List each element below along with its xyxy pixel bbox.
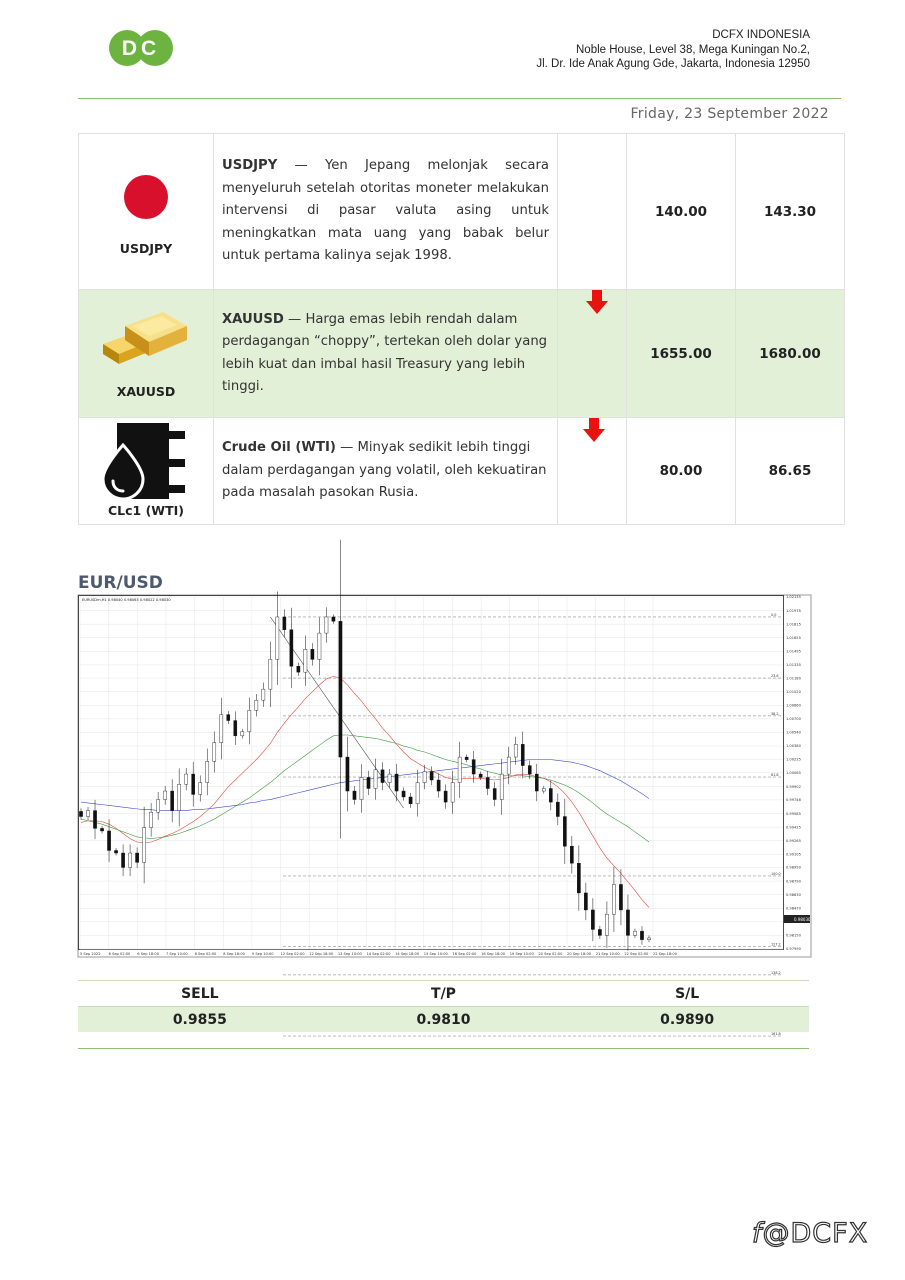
x-tick-label: 5 Sep 2022 <box>80 952 101 956</box>
x-tick-label: 16 Sep 18:00 <box>481 952 506 956</box>
candle-body <box>486 777 489 788</box>
y-tick-label: 0.98630 <box>786 892 801 897</box>
y-tick-label: 1.01020 <box>786 689 801 694</box>
candle-body <box>360 777 363 799</box>
candle-body <box>269 659 272 689</box>
candle-body <box>416 783 419 804</box>
fib-level-label: 100.0 <box>771 871 781 876</box>
candle-body <box>437 780 440 791</box>
candle-body <box>255 700 258 710</box>
x-tick-label: 8 Sep 18:00 <box>223 952 245 956</box>
company-address-line1: Noble House, Level 38, Mega Kuningan No.2, <box>576 43 810 56</box>
candle-body <box>542 788 545 791</box>
x-tick-label: 6 Sep 02:00 <box>108 952 131 956</box>
y-tick-label: 0.98790 <box>786 879 801 884</box>
instrument-description-text: Minyak sedikit lebih tinggi dalam perdagangan yang volatil, oleh kekuatiran pada masalah pasokan Rusia. <box>222 440 547 501</box>
instrument-ticker: CLc1 (WTI) <box>108 503 184 518</box>
candle-body <box>395 774 398 791</box>
social-handle: @DCFX <box>762 1218 869 1249</box>
candle-body <box>164 791 167 799</box>
candle-body <box>150 812 153 827</box>
level1-value: 1655.00 <box>627 290 736 418</box>
y-tick-label: 1.00225 <box>786 757 801 762</box>
x-tick-label: 22 Sep 18:00 <box>653 952 677 956</box>
y-tick-label: 1.00380 <box>786 744 801 749</box>
y-tick-label: 0.98150 <box>786 933 801 938</box>
candle-body <box>199 783 202 795</box>
candle-body <box>556 802 559 816</box>
instrument-row-usdjpy <box>79 134 845 290</box>
candle-body <box>311 649 314 659</box>
candle-body <box>507 757 510 774</box>
candle-body <box>143 828 146 863</box>
instrument-table <box>78 133 845 525</box>
candle-body <box>549 788 552 802</box>
sell-header: SELL <box>78 981 322 1007</box>
gold-bars-icon <box>97 304 197 369</box>
y-tick-label: 0.98950 <box>786 865 801 870</box>
instrument-name: Crude Oil (WTI) <box>222 440 336 456</box>
chart-section-title: EUR/USD <box>78 573 163 593</box>
candle-body <box>79 811 82 816</box>
fib-level-label: 61.8 <box>771 773 779 778</box>
candle-body <box>444 791 447 802</box>
candle-body <box>135 853 138 862</box>
y-tick-label: 1.01335 <box>786 663 801 668</box>
candle-body <box>388 774 391 782</box>
candle-body <box>619 884 622 909</box>
x-tick-label: 13 Sep 10:00 <box>337 952 362 956</box>
candle-body <box>577 863 580 893</box>
candle-body <box>290 630 293 667</box>
x-tick-label: 14 Sep 18:00 <box>395 952 420 956</box>
candle-body <box>472 760 475 774</box>
level1-value: 80.00 <box>627 418 736 525</box>
facebook-icon: f <box>752 1218 763 1249</box>
candle-body <box>458 757 461 782</box>
instrument-name: XAUUSD <box>222 311 284 327</box>
signal-values-row <box>78 1007 809 1033</box>
candle-body <box>213 743 216 762</box>
x-tick-label: 20 Sep 02:00 <box>538 952 563 956</box>
level1-value: 140.00 <box>627 134 736 290</box>
x-tick-label: 15 Sep 10:00 <box>423 952 448 956</box>
candle-body <box>430 772 433 780</box>
candle-body <box>276 617 279 659</box>
candle-body <box>514 744 517 757</box>
report-date: Friday, 23 September 2022 <box>630 106 829 122</box>
candle-body <box>220 715 223 743</box>
x-tick-label: 6 Sep 18:00 <box>137 952 160 956</box>
candle-body <box>325 617 328 633</box>
candle-body <box>185 774 188 784</box>
y-tick-label: 1.01655 <box>786 635 801 640</box>
direction-cell <box>558 418 627 525</box>
candle-body <box>535 774 538 791</box>
x-tick-label: 14 Sep 02:00 <box>366 952 391 956</box>
candle-body <box>318 633 321 659</box>
x-tick-label: 20 Sep 18:00 <box>567 952 592 956</box>
sl-value: 0.9890 <box>565 1007 809 1033</box>
candle-body <box>206 761 209 782</box>
sl-header: S/L <box>565 981 809 1007</box>
level2-value: 1680.00 <box>736 290 845 418</box>
y-tick-label: 1.00540 <box>786 730 801 735</box>
candle-body <box>584 893 587 910</box>
level2-value: 86.65 <box>736 418 845 525</box>
company-info <box>536 28 810 72</box>
candle-body <box>640 931 643 939</box>
candle-body <box>521 744 524 765</box>
x-tick-label: 8 Sep 02:00 <box>194 952 217 956</box>
level2-value: 143.30 <box>736 134 845 290</box>
candle-body <box>93 811 96 829</box>
candle-body <box>563 817 566 847</box>
instrument-separator: — <box>288 311 302 327</box>
candle-body <box>100 828 103 831</box>
down-arrow-icon <box>586 290 608 314</box>
candle-body <box>500 774 503 799</box>
candle-body <box>297 666 300 672</box>
instrument-ticker: XAUUSD <box>116 384 176 399</box>
tp-value: 0.9810 <box>322 1007 566 1033</box>
candle-body <box>178 784 181 810</box>
dcfx-logo <box>108 29 174 67</box>
y-tick-label: 1.01975 <box>786 608 801 613</box>
candle-body <box>241 732 244 736</box>
instrument-description <box>214 134 558 290</box>
instrument-icon-cell <box>79 418 214 525</box>
instrument-icon-cell <box>79 290 214 418</box>
candle-body <box>353 791 356 799</box>
instrument-row-xauusd <box>79 290 845 418</box>
candle-body <box>283 617 286 630</box>
candle-body <box>157 800 160 813</box>
instrument-description <box>214 418 558 525</box>
candle-body <box>598 929 601 935</box>
candle-body <box>570 846 573 863</box>
y-tick-label: 0.99425 <box>786 825 801 830</box>
candle-body <box>262 689 265 700</box>
last-price-label: 0.98030 <box>794 917 811 922</box>
company-name: DCFX INDONESIA <box>712 29 810 41</box>
candle-body <box>128 853 131 867</box>
candle-body <box>626 910 629 935</box>
y-tick-label: 0.99902 <box>786 784 801 789</box>
fib-level-label: 127.2 <box>771 942 781 947</box>
candle-body <box>528 766 531 774</box>
instrument-separator: — <box>340 440 354 456</box>
candle-body <box>192 774 195 794</box>
instrument-description-text: Harga emas lebih rendah dalam perdagangan “choppy”, tertekan oleh dolar yang lebih kuat dan imbal hasil Treasury yang lebih tinggi. <box>222 311 548 394</box>
candle-body <box>346 757 349 791</box>
candle-body <box>409 797 412 804</box>
company-address-line2: Jl. Dr. Ide Anak Agung Gde, Jakarta, Indonesia 12950 <box>536 58 810 70</box>
direction-cell <box>558 134 627 290</box>
candle-body <box>647 938 650 940</box>
candle-body <box>465 757 468 760</box>
y-tick-label: 1.02135 <box>786 595 801 600</box>
fib-level-label: 38.2 <box>771 711 779 716</box>
signal-divider <box>78 1048 809 1049</box>
candle-body <box>605 914 608 935</box>
x-tick-label: 22 Sep 02:00 <box>624 952 649 956</box>
candle-body <box>339 621 342 757</box>
chart-symbol-label: EURUSDm,H1 0.98040 0.98063 0.98022 0.98030 <box>82 598 171 602</box>
logo-text: DC <box>121 37 161 60</box>
candle-body <box>107 831 110 851</box>
instrument-icon-cell <box>79 134 214 290</box>
japan-flag-icon <box>86 154 206 224</box>
y-tick-label: 1.01815 <box>786 622 801 627</box>
candle-body <box>121 853 124 867</box>
y-tick-label: 0.98470 <box>786 906 801 911</box>
x-tick-label: 7 Sep 10:00 <box>165 952 188 956</box>
candle-body <box>114 850 117 853</box>
instrument-name: USDJPY <box>222 158 278 174</box>
x-tick-label: 16 Sep 02:00 <box>452 952 477 956</box>
fib-level-label: 23.6 <box>771 674 779 679</box>
candle-body <box>332 617 335 621</box>
x-tick-label: 12 Sep 18:00 <box>309 952 334 956</box>
down-arrow-icon <box>583 418 605 442</box>
candle-body <box>493 788 496 799</box>
signal-table <box>78 980 809 1032</box>
candle-body <box>227 715 230 721</box>
y-tick-label: 1.01495 <box>786 649 801 654</box>
candle-body <box>171 791 174 811</box>
candle-body <box>633 931 636 935</box>
candle-body <box>381 770 384 783</box>
y-tick-label: 0.99585 <box>786 811 801 816</box>
fib-level-label: 0.0 <box>771 612 777 617</box>
x-tick-label: 12 Sep 02:00 <box>280 952 305 956</box>
y-tick-label: 0.99105 <box>786 852 801 857</box>
x-tick-label: 19 Sep 10:00 <box>509 952 534 956</box>
candle-body <box>423 772 426 783</box>
y-tick-label: 1.00065 <box>786 770 801 775</box>
fib-level-label: 161.8 <box>771 1032 781 1037</box>
instrument-row-oil <box>79 418 845 525</box>
instrument-ticker: USDJPY <box>119 241 173 256</box>
candle-body <box>234 721 237 736</box>
header-divider <box>78 98 841 99</box>
y-tick-label: 1.00860 <box>786 703 801 708</box>
candle-body <box>374 770 377 789</box>
social-footer <box>752 1218 868 1249</box>
y-tick-label: 0.97990 <box>786 947 801 952</box>
candle-body <box>451 783 454 803</box>
candle-body <box>304 649 307 672</box>
candle-body <box>248 710 251 731</box>
instrument-description-text: Yen Jepang melonjak secara menyeluruh setelah otoritas moneter melakukan intervensi di pasar valuta asing untuk meningkatkan mata uang yang babak belur untuk pertama kalinya sejak 1998. <box>222 158 549 264</box>
oil-barrel-icon <box>101 421 191 501</box>
instrument-description <box>214 290 558 418</box>
candle-body <box>479 774 482 777</box>
y-tick-label: 1.00700 <box>786 717 801 722</box>
direction-cell <box>558 290 627 418</box>
candle-body <box>612 884 615 914</box>
instrument-separator: — <box>294 158 308 174</box>
y-tick-label: 1.01180 <box>786 676 801 681</box>
candle-body <box>402 791 405 797</box>
y-tick-label: 0.99265 <box>786 838 801 843</box>
candle-body <box>86 811 89 817</box>
candle-body <box>591 910 594 930</box>
x-tick-label: 9 Sep 10:00 <box>251 952 274 956</box>
x-tick-label: 21 Sep 10:00 <box>595 952 620 956</box>
fib-level-label: 138.2 <box>771 970 781 975</box>
signal-header-row <box>78 981 809 1007</box>
y-tick-label: 0.99746 <box>786 798 801 803</box>
tp-header: T/P <box>322 981 566 1007</box>
candle-body <box>367 777 370 788</box>
sell-value: 0.9855 <box>78 1007 322 1033</box>
